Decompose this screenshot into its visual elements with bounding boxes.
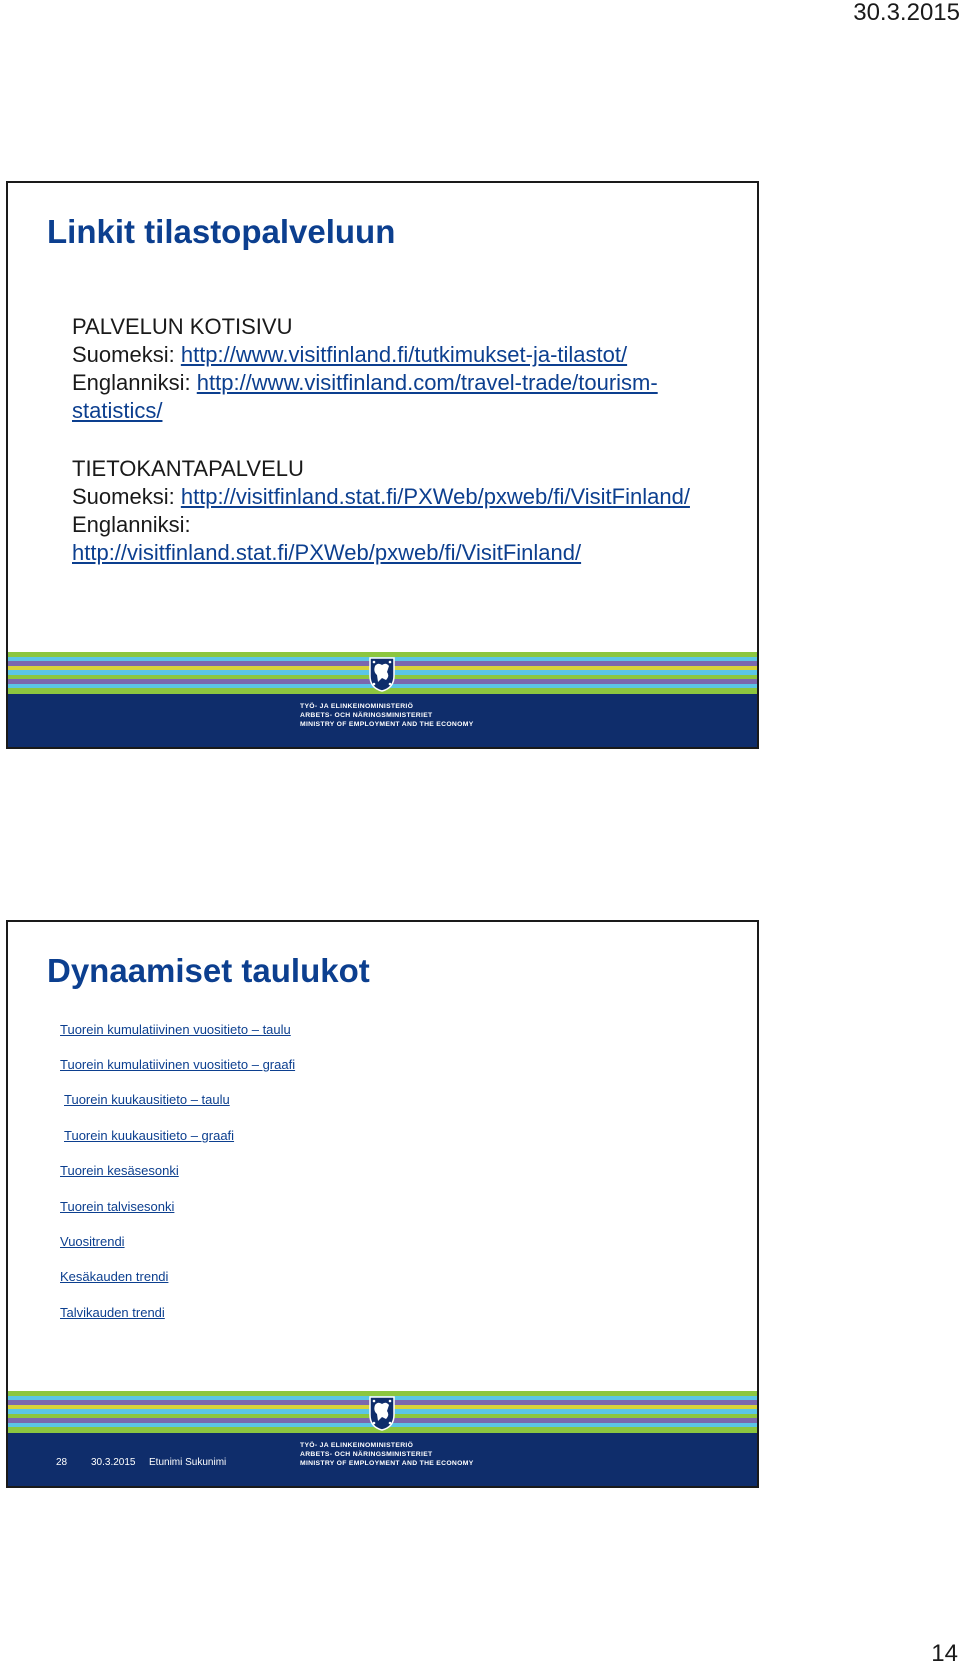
slide-links-statistics: [6, 181, 759, 749]
ministry-name-swedish: ARBETS- OCH NÄRINGSMINISTERIET: [300, 712, 433, 719]
footer-date: 30.3.2015: [91, 1457, 136, 1468]
link-latest-summer-season[interactable]: Tuorein kesäsesonki: [60, 1163, 179, 1178]
page-date: 30.3.2015: [853, 0, 960, 26]
database-finnish-line: [72, 483, 732, 511]
database-finnish-link[interactable]: http://visitfinland.stat.fi/PXWeb/pxweb/fi/VisitFinland/: [180, 484, 690, 509]
service-home-english-line: [72, 369, 732, 397]
footer-slide-number: 28: [56, 1457, 68, 1468]
link-latest-month-table[interactable]: Tuorein kuukausitieto – taulu: [64, 1092, 230, 1107]
link-year-trend[interactable]: Vuositrendi: [60, 1234, 125, 1249]
database-english-label-line: Englanniksi:: [72, 512, 191, 537]
finnish-lion-crest-icon: [368, 1395, 396, 1431]
english-label: Englanniksi:: [72, 370, 191, 395]
ministry-name-english: MINISTRY OF EMPLOYMENT AND THE ECONOMY: [300, 1460, 474, 1467]
link-summer-trend[interactable]: Kesäkauden trendi: [60, 1269, 169, 1284]
service-home-english-link[interactable]: http://www.visitfinland.com/travel-trade/tourism-: [196, 370, 658, 395]
link-winter-trend[interactable]: Talvikauden trendi: [60, 1305, 165, 1320]
database-service-heading: TIETOKANTAPALVELU: [72, 456, 304, 481]
link-latest-cumulative-year-table[interactable]: Tuorein kumulatiivinen vuositieto – taulu: [60, 1022, 291, 1037]
finnish-label: Suomeksi:: [72, 484, 175, 509]
slide-dynamic-tables: [6, 920, 759, 1488]
finnish-lion-crest-icon: [368, 656, 396, 692]
slide-title: Dynaamiset taulukot: [47, 952, 370, 989]
service-home-english-link-cont[interactable]: statistics/: [72, 398, 163, 423]
service-home-finnish-link[interactable]: http://www.visitfinland.fi/tutkimukset-ja-tilastot/: [180, 342, 628, 367]
page-number: 14: [931, 1640, 958, 1667]
slide-title: Linkit tilastopalveluun: [47, 213, 396, 250]
finnish-label: Suomeksi:: [72, 342, 175, 367]
service-home-finnish-line: [72, 341, 732, 369]
ministry-name-swedish: ARBETS- OCH NÄRINGSMINISTERIET: [300, 1451, 433, 1458]
link-latest-month-chart[interactable]: Tuorein kuukausitieto – graafi: [64, 1128, 235, 1143]
link-latest-cumulative-year-chart[interactable]: Tuorein kumulatiivinen vuositieto – graafi: [60, 1057, 296, 1072]
footer-author: Etunimi Sukunimi: [149, 1457, 227, 1468]
slide-footer-banner: [8, 652, 757, 747]
database-english-link[interactable]: http://visitfinland.stat.fi/PXWeb/pxweb/fi/VisitFinland/: [72, 540, 582, 565]
service-home-section: [72, 313, 732, 425]
ministry-name-finnish: TYÖ- JA ELINKEINOMINISTERIÖ: [300, 703, 414, 710]
link-latest-winter-season[interactable]: Tuorein talvisesonki: [60, 1199, 175, 1214]
service-home-heading: PALVELUN KOTISIVU: [72, 314, 293, 339]
database-english-line: [72, 539, 732, 567]
ministry-name-english: MINISTRY OF EMPLOYMENT AND THE ECONOMY: [300, 721, 474, 728]
slide-footer-banner: [8, 1391, 757, 1486]
database-service-section: [72, 455, 732, 567]
ministry-name-finnish: TYÖ- JA ELINKEINOMINISTERIÖ: [300, 1442, 414, 1449]
service-home-english-line-cont: [72, 397, 732, 425]
